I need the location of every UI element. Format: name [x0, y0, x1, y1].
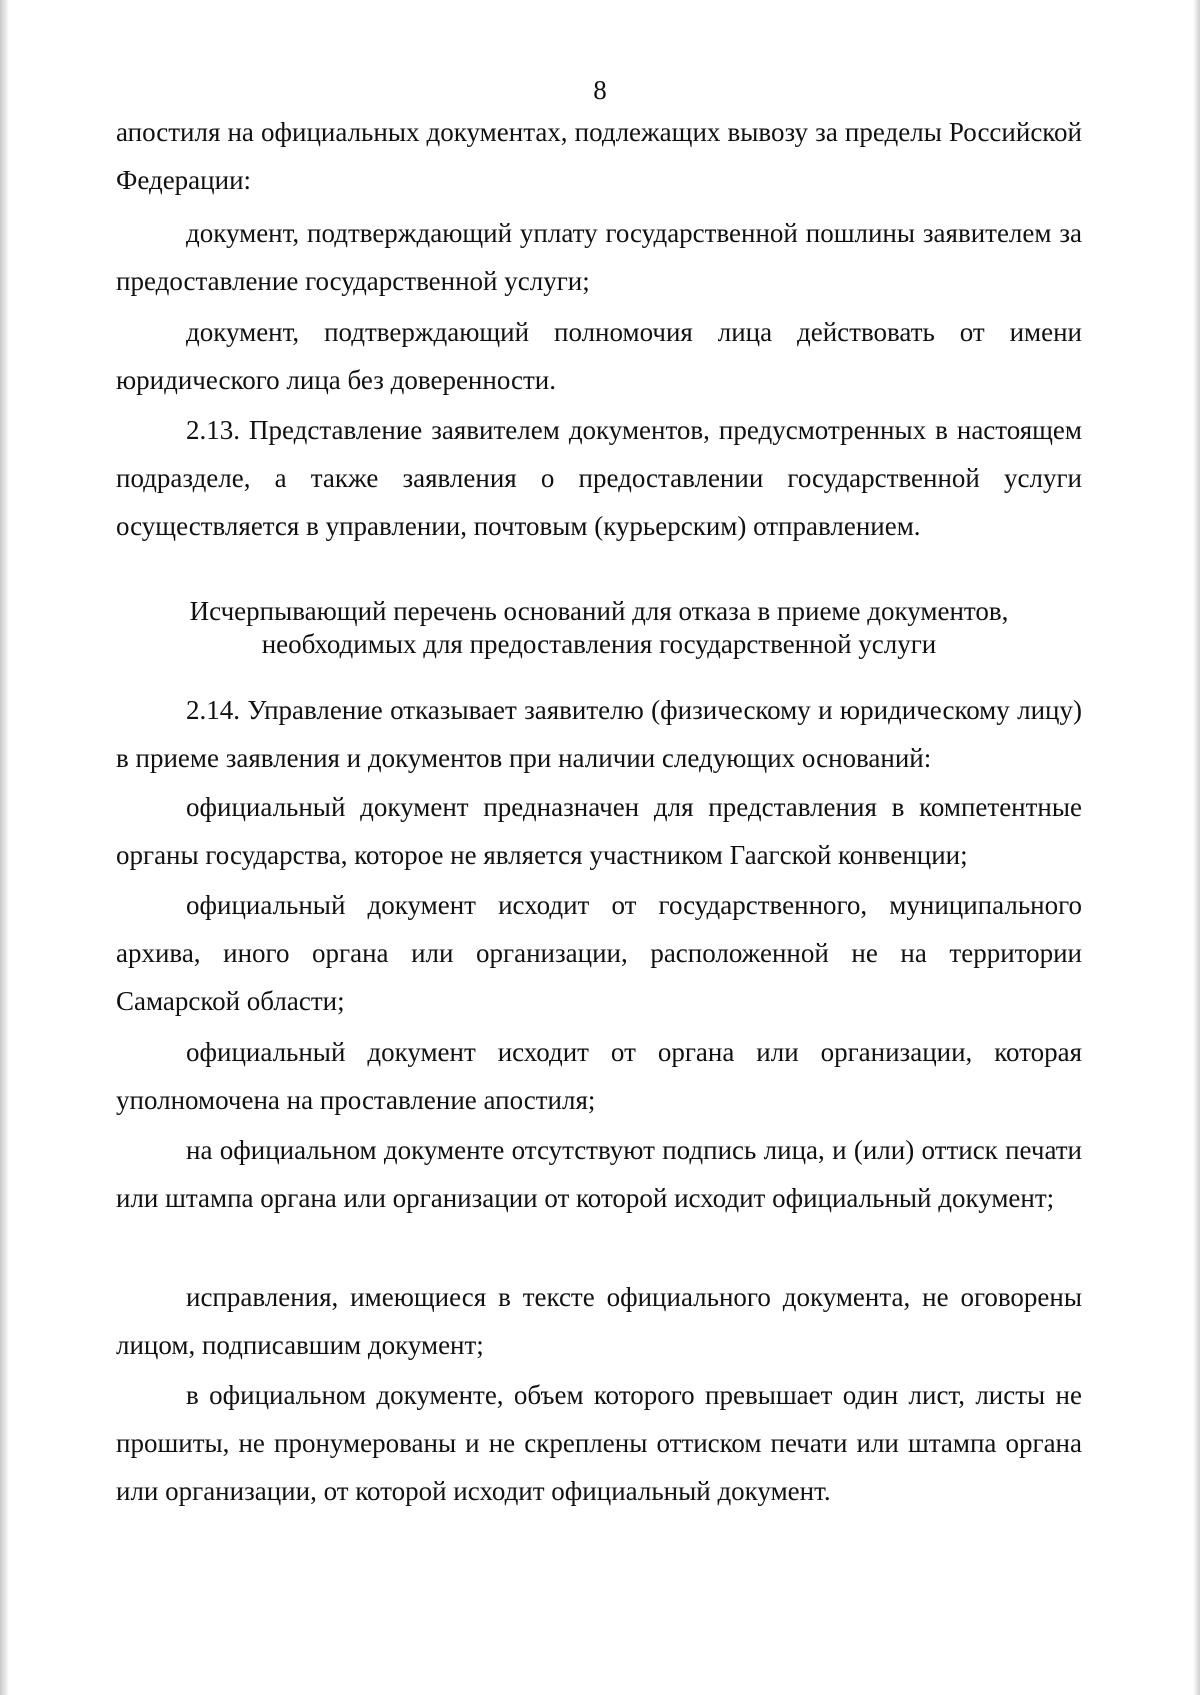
- paragraph-authority-document: документ, подтверждающий полномочия лица действовать от имени юридического лица без доверенности.: [116, 317, 1082, 395]
- paragraph-archive-origin-ground: официальный документ исходит от государственного, муниципального архива, иного органа или организации, расположенной не на территории Самарской области;: [116, 890, 1082, 1016]
- paragraph-unbound-sheets-ground: в официальном документе, объем которого превышает один лист, листы не прошиты, не пронумерованы и не скреплены оттиском печати или штампа органа или организации, от которой исходит официальный документ.: [116, 1380, 1082, 1506]
- paragraph-2-14: 2.14. Управление отказывает заявителю (физическому и юридическому лицу) в приеме заявления и документов при наличии следующих оснований:: [116, 695, 1082, 773]
- paragraph-apostille-continuation: апостиля на официальных документах, подлежащих вывозу за пределы Российской Федерации:: [116, 117, 1082, 195]
- section-heading-line-2: необходимых для предоставления государственной услуги: [261, 629, 937, 659]
- paragraph-hague-convention-ground: официальный документ предназначен для представления в компетентные органы государства, которое не является участником Гаагской конвенции;: [116, 792, 1082, 870]
- page-left-edge-shadow: [0, 0, 9, 1695]
- paragraph-missing-signature-ground: на официальном документе отсутствуют подпись лица, и (или) оттиск печати или штампа органа или организации от которой исходит официальный документ;: [116, 1135, 1082, 1213]
- paragraph-apostille-authority-ground: официальный документ исходит от органа или организации, которая уполномочена на проставление апостиля;: [116, 1037, 1082, 1115]
- section-heading-line-1: Исчерпывающий перечень оснований для отказа в приеме документов,: [189, 596, 1009, 626]
- page-right-edge-shadow: [1193, 0, 1200, 1695]
- page-number: 8: [593, 75, 607, 105]
- paragraph-fee-payment-document: документ, подтверждающий уплату государственной пошлины заявителем за предоставление государственной услуги;: [116, 218, 1082, 296]
- section-heading: [116, 595, 1082, 661]
- paragraph-2-13: 2.13. Представление заявителем документов, предусмотренных в настоящем подразделе, а также заявления о предоставлении государственной услуги осуществляется в управлении, почтовым (курьерским) отправлением.: [116, 415, 1082, 541]
- paragraph-corrections-ground: исправления, имеющиеся в тексте официального документа, не оговорены лицом, подписавшим документ;: [116, 1282, 1082, 1360]
